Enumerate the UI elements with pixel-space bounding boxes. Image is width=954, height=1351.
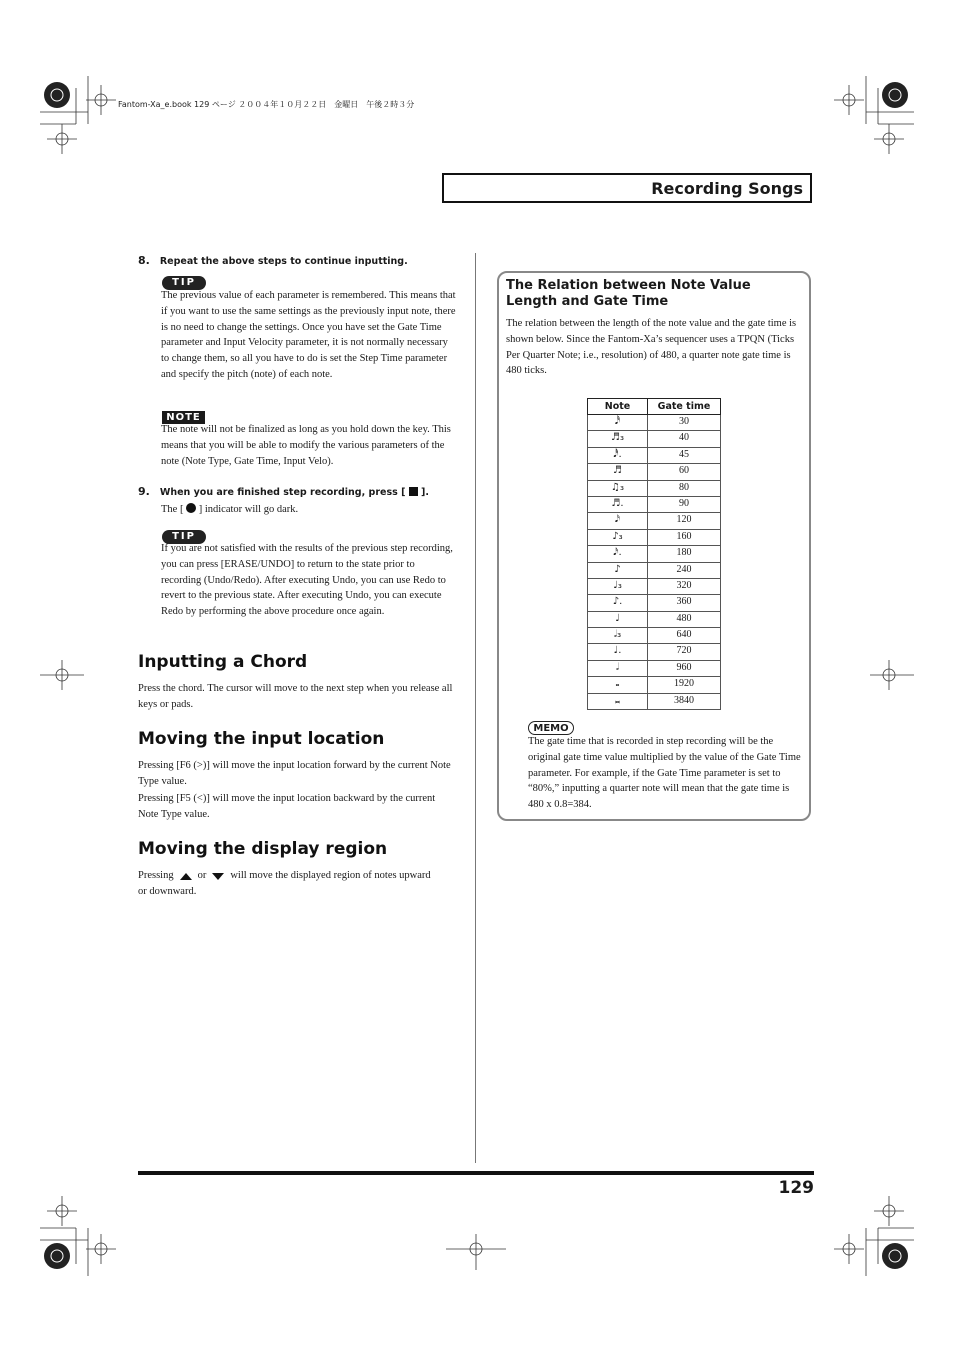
memo-text: The gate time that is recorded in step recording will be the original gate time value multiplied by the value of the Gate Time parameter. For example, if the Gate Time parameter is set to “80%,” inputting a quarter note will mean that the gate time is 480 x 0.8=384. [528,736,801,811]
note-symbol: ♩. [588,644,648,660]
note-symbol: ♪₃ [588,529,648,545]
section-heading: Moving the input location [138,729,385,749]
section-display-region [138,839,458,859]
gate-time-value: 40 [648,431,721,447]
up-arrow-icon [180,873,192,880]
note-symbol: 𝅗𝅥₃ [588,628,648,644]
memo-icon: MEMO [528,721,574,735]
table-row [588,480,721,496]
table-row [588,677,721,693]
table-header: Gate time [648,399,721,415]
section-chord [138,652,458,672]
gate-time-value: 60 [648,464,721,480]
stop-icon [409,487,418,496]
note-symbol: 𝅘𝅥𝅰 [588,415,648,431]
gate-time-value: 30 [648,415,721,431]
note-icon: NOTE [162,411,205,424]
table-row [588,562,721,578]
step-number: 9. [138,485,150,498]
table-row [588,628,721,644]
table-row [588,464,721,480]
section-input-location [138,729,458,749]
gate-time-value: 960 [648,660,721,676]
step-9 [138,482,458,500]
table-row [588,644,721,660]
gate-time-table [587,398,721,710]
section-text: Pressing or will move the displayed region of notes upward or downward. [138,870,431,897]
gate-time-value: 360 [648,595,721,611]
table-row [588,529,721,545]
sidebar-text: The relation between the length of the note value and the gate time is shown below. Since the Fantom-Xa’s sequencer uses a TPQN (Ticks Per Quarter Note; i.e., resolution) of 480, a quarter note gate time is 480 ticks. [506,318,797,377]
table-row [588,447,721,463]
section-heading: Inputting a Chord [138,652,308,672]
table-row [588,611,721,627]
step-text: Repeat the above steps to continue inputting. [159,256,408,267]
tip-text: If you are not satisfied with the results of the previous step recording, you can press [ERASE/UNDO] to return to the state prior to recording (Undo/Redo). After executing Undo, you can use Redo to revert to the previous state. After executing Undo, you can execute Redo by performing the above procedure once again. [161,543,453,618]
column-divider [475,253,476,1163]
note-symbol: ♬. [588,496,648,512]
note-symbol: ♪. [588,595,648,611]
note-symbol: 𝅘𝅥𝅯 [588,513,648,529]
footer-rule [138,1171,814,1175]
note-symbol: ♩ [588,611,648,627]
table-row [588,513,721,529]
tip-text: The previous value of each parameter is remembered. This means that if you want to use the same settings as the previously input note, there is no need to change the settings. Once you have set the Gate Time parameter and Input Velocity parameter, it is not normally necessary to change them, so all you have to do is set the Step Time parameter and specify the pitch (note) of each note. [161,290,456,380]
print-header: Fantom-Xa_e.book 129 ページ ２００４年１０月２２日 金曜日 午後２時３分 [118,100,415,109]
section-text: Press the chord. The cursor will move to the next step when you release all keys or pads. [138,683,453,710]
gate-time-value: 90 [648,496,721,512]
gate-time-value: 240 [648,562,721,578]
tip-icon: TIP [162,530,206,544]
note-symbol: ♫₃ [588,480,648,496]
note-symbol: ♪ [588,562,648,578]
note-symbol: 𝅗𝅥 [588,660,648,676]
note-symbol: 𝅝 [588,677,648,693]
gate-time-value: 720 [648,644,721,660]
gate-time-value: 480 [648,611,721,627]
note-text: The note will not be finalized as long as you hold down the key. This means that you will be able to modify the various parameters of the note (Note Type, Gate Time, Input Velo). [161,424,451,467]
table-row [588,660,721,676]
note-symbol: 𝅘𝅥𝅰. [588,447,648,463]
table-row [588,578,721,594]
gate-time-value: 160 [648,529,721,545]
table-header: Note [588,399,648,415]
gate-time-value: 3840 [648,693,721,709]
note-symbol: 𝅘𝅥𝅯. [588,546,648,562]
table-row [588,693,721,709]
step-text: When you are finished step recording, press [ ]. [159,487,429,498]
table-row [588,546,721,562]
gate-time-value: 640 [648,628,721,644]
table-row [588,431,721,447]
section-text: Pressing [F6 (>)] will move the input location forward by the current Note Type value. [138,760,451,787]
note-symbol: ♩₃ [588,578,648,594]
sidebar-title: The Relation between Note Value Length and Gate Time [506,278,751,309]
gate-time-value: 1920 [648,677,721,693]
gate-time-value: 320 [648,578,721,594]
record-icon [186,503,196,513]
gate-time-value: 180 [648,546,721,562]
note-symbol: ♬₃ [588,431,648,447]
step-9-result: The [ ] indicator will go dark. [161,504,299,515]
step-8 [138,251,458,269]
page-number: 129 [778,1178,814,1198]
section-heading: Moving the display region [138,839,388,859]
table-row [588,415,721,431]
down-arrow-icon [212,873,224,880]
note-symbol: ♬ [588,464,648,480]
step-number: 8. [138,254,150,267]
table-row [588,496,721,512]
chapter-title: Recording Songs [442,173,812,203]
table-row [588,595,721,611]
gate-time-value: 120 [648,513,721,529]
gate-time-value: 80 [648,480,721,496]
section-text: Pressing [F5 (<)] will move the input location backward by the current Note Type value. [138,793,436,820]
note-symbol: 𝅜 [588,693,648,709]
tip-icon: TIP [162,276,206,290]
gate-time-value: 45 [648,447,721,463]
